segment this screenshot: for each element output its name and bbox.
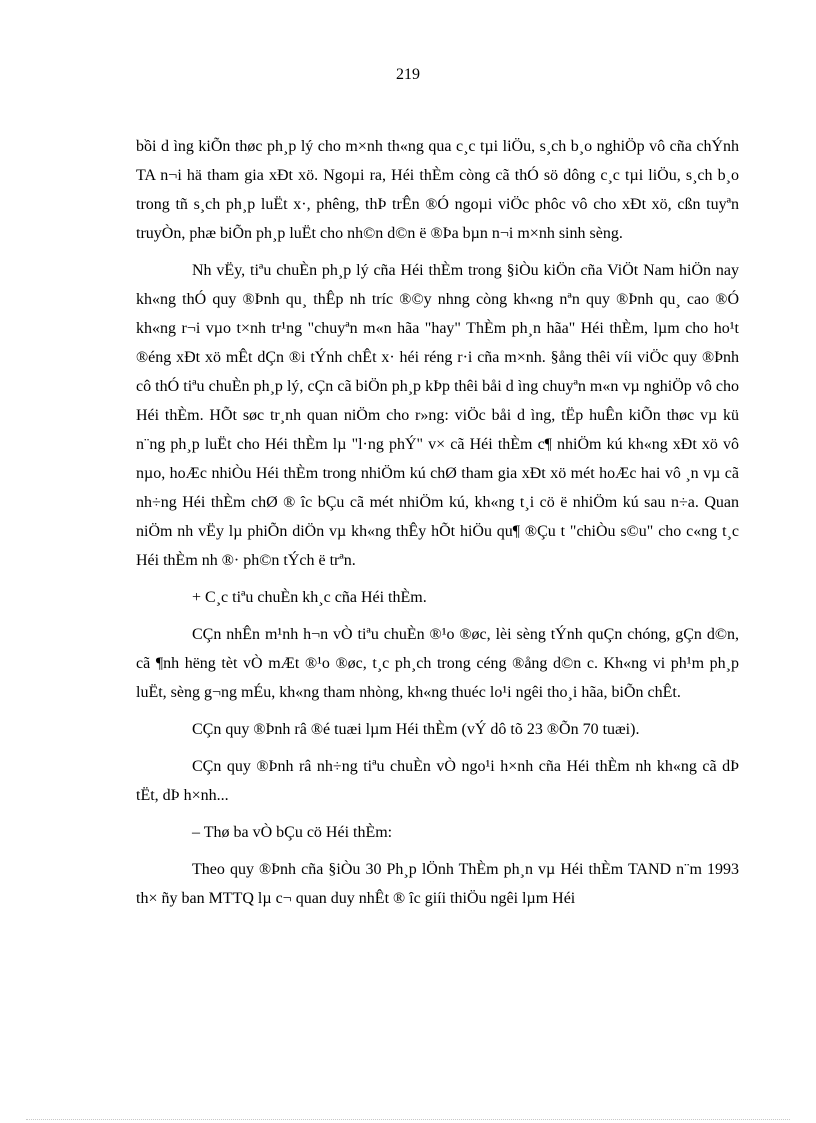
document-body xyxy=(136,132,739,921)
paragraph-5: CÇn quy ®Þnh râ ®é tuæi lµm Héi thÈm (vÝ dô tõ 23 ®Õn 70 tuæi). xyxy=(192,721,640,738)
paragraph-6: CÇn quy ®Þnh râ nh÷ng tiªu chuÈn vÒ ngo¹i h×nh cña Héi thÈm nh kh«ng cã dÞ tËt, dÞ h×nh... xyxy=(136,758,739,804)
paragraph-4: CÇn nhÊn m¹nh h¬n vÒ tiªu chuÈn ®¹o ®øc, lèi sèng tÝnh quÇn chóng, gÇn d©n, cã ¶nh hëng tèt vÒ mÆt ®¹o ®øc, t¸c ph¸ch trong céng ®ång d©n c. Kh«ng vi ph¹m ph¸p luËt, sèng g¬ng mÉu, kh«ng tham nhòng, kh«ng thuéc lo¹i ngêi tho¸i hãa, biÕn chÊt. xyxy=(136,626,739,701)
paragraph-8: Theo quy ®Þnh cña §iÒu 30 Ph¸p lÖnh ThÈm ph¸n vµ Héi thÈm TAND n¨m 1993 th× ñy ban MTTQ lµ c¬ quan duy nhÊt ® îc giíi thiÖu ngêi lµm Héi xyxy=(136,861,739,907)
paragraph-7: – Thø ba vÒ bÇu cö Héi thÈm: xyxy=(192,824,393,841)
page-number: 219 xyxy=(396,66,420,83)
page-bottom-divider xyxy=(26,1119,790,1120)
paragraph-3: + C¸c tiªu chuÈn kh¸c cña Héi thÈm. xyxy=(192,589,427,606)
paragraph-1: bồi d ìng kiÕn thøc ph¸p lý cho m×nh th«ng qua c¸c tµi liÖu, s¸ch b¸o nghiÖp vô cña chÝnh TA n¬i hä tham gia xÐt xö. Ngoµi ra, Héi thÈm còng cã thÓ sö dông c¸c tµi liÖu, s¸ch b¸o trong tñ s¸ch ph¸p luËt x·, phêng, thÞ trÊn ®Ó ngoµi viÖc phôc vô cho xÐt xö, cßn tuyªn truyÒn, phæ biÕn ph¸p luËt cho nh©n d©n ë ®Þa bµn n¬i m×nh sinh sèng. xyxy=(136,138,739,242)
paragraph-2: Nh vËy, tiªu chuÈn ph¸p lý cña Héi thÈm trong §iÒu kiÖn cña ViÖt Nam hiÖn nay kh«ng thÓ quy ®Þnh qu¸ thÊp nh tríc ®©y nhng còng kh«ng nªn quy ®Þnh qu¸ cao ®Ó kh«ng r¬i vµo t×nh tr¹ng "chuyªn m«n hãa "hay" ThÈm ph¸n hãa" Héi thÈm, lµm cho ho¹t ®éng xÐt xö mÊt dÇn ®i tÝnh chÊt x· héi réng r·i cña m×nh. §ång thêi víi viÖc quy ®Þnh cô thÓ tiªu chuÈn ph¸p lý, cÇn cã biÖn ph¸p kÞp thêi båi d ìng chuyªn m«n vµ nghiÖp vô cho Héi thÈm. HÕt søc tr¸nh quan niÖm cho r»ng: viÖc båi d ìng, tËp huÊn kiÕn thøc vµ kü n¨ng ph¸p luËt cho Héi thÈm lµ "l·ng phÝ" v× cã Héi thÈm c¶ nhiÖm kú kh«ng xÐt xö vô nµo, hoÆc nhiÒu Héi thÈm trong nhiÖm kú chØ tham gia xÐt xö mét hoÆc hai vô ¸n vµ cã nh÷ng Héi thÈm chØ ® îc bÇu cã mét nhiÖm kú, kh«ng t¸i cö ë nhiÖm kú sau n÷a. Quan niÖm nh vËy lµ phiÕn diÖn vµ kh«ng thÊy hÕt hiÖu qu¶ ®Çu t "chiÒu s©u" cho c«ng t¸c Héi thÈm nh ®· ph©n tÝch ë trªn. xyxy=(136,262,739,569)
